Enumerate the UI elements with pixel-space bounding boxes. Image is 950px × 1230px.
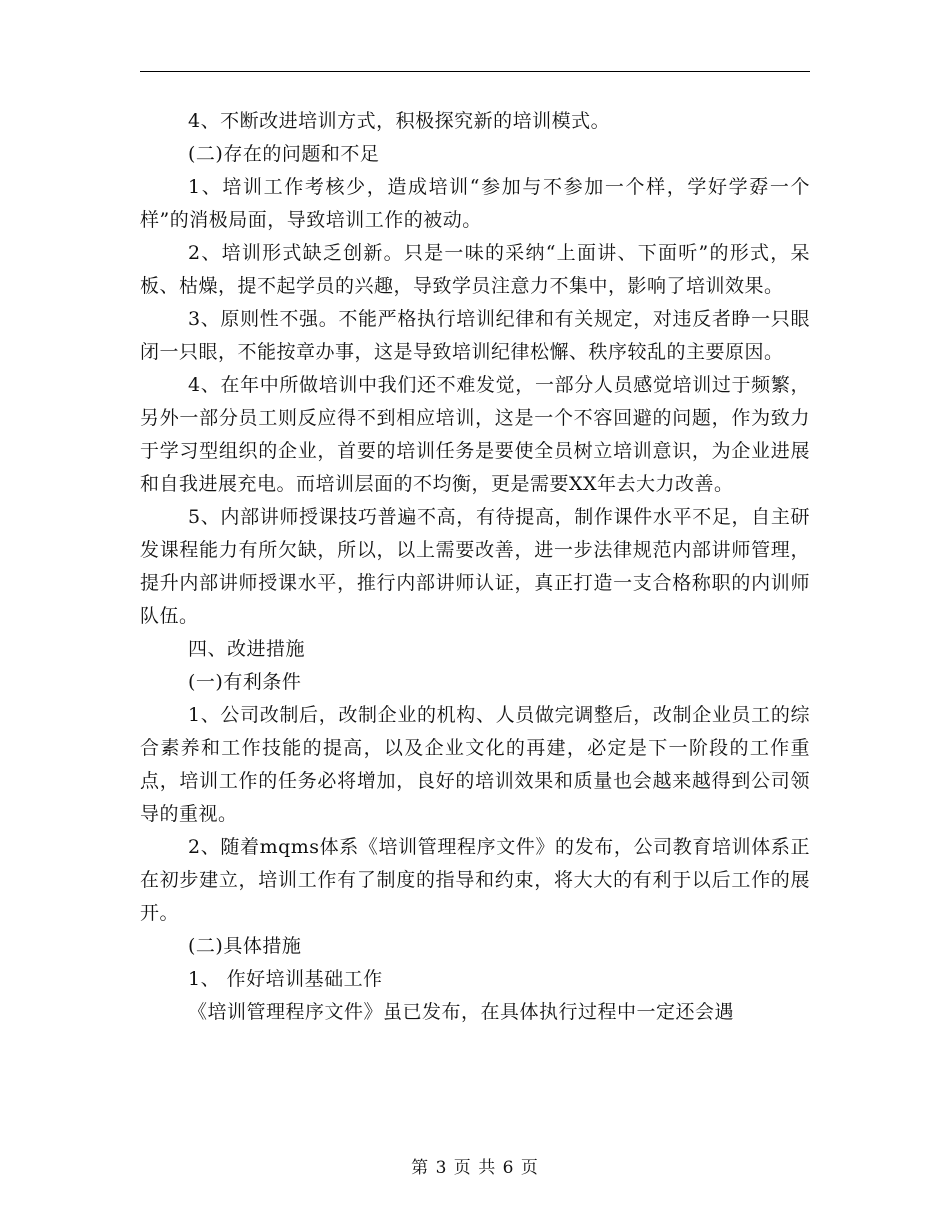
paragraph-1: 4、不断改进培训方式，积极探究新的培训模式。 — [188, 110, 611, 132]
section-heading-improvements: 四、改进措施 — [188, 638, 306, 660]
subsection-heading-favorable: (一)有利条件 — [188, 671, 302, 693]
item-heading-basic-work: 1、 作好培训基础工作 — [188, 968, 383, 990]
paragraph-11: 2、随着mqms体系《培训管理程序文件》的发布，公司教育培训体系正在初步建立，培训工作有了制度的指导和约束，将大大的有利于以后工作的展开。 — [140, 836, 810, 924]
section-heading-problems: (二)存在的问题和不足 — [188, 143, 380, 165]
paragraph-7: 5、内部讲师授课技巧普遍不高，有待提高，制作课件水平不足，自主研发课程能力有所欠缺，所以，以上需要改善，进一步法律规范内部讲师管理，提升内部讲师授课水平，推行内部讲师认证，真正打造一支合格称职的内训师队伍。 — [140, 506, 810, 627]
paragraph-10: 1、公司改制后，改制企业的机构、人员做完调整后，改制企业员工的综合素养和工作技能的提高，以及企业文化的再建，必定是下一阶段的工作重点，培训工作的任务必将增加，良好的培训效果和质量也会越来越得到公司领导的重视。 — [140, 704, 810, 825]
paragraph-5: 3、原则性不强。不能严格执行培训纪律和有关规定，对违反者睁一只眼闭一只眼，不能按章办事，这是导致培训纪律松懈、秩序较乱的主要原因。 — [140, 308, 810, 363]
paragraph-14: 《培训管理程序文件》虽已发布，在具体执行过程中一定还会遇 — [188, 1001, 735, 1023]
header-rule — [140, 71, 810, 72]
paragraph-3: 1、培训工作考核少，造成培训“参加与不参加一个样，学好学孬一个样”的消极局面，导致培训工作的被动。 — [140, 176, 810, 231]
paragraph-4: 2、培训形式缺乏创新。只是一味的采纳“上面讲、下面听”的形式，呆板、枯燥，提不起学员的兴趣，导致学员注意力不集中，影响了培训效果。 — [140, 242, 810, 297]
subsection-heading-measures: (二)具体措施 — [188, 935, 302, 957]
document-body — [140, 105, 810, 1029]
paragraph-6: 4、在年中所做培训中我们还不难发觉，一部分人员感觉培训过于频繁，另外一部分员工则反应得不到相应培训，这是一个不容回避的问题，作为致力于学习型组织的企业，首要的培训任务是要使全员树立培训意识，为企业进展和自我进展充电。而培训层面的不均衡，更是需要XX年去大力改善。 — [140, 374, 810, 495]
page-number: 第 3 页 共 6 页 — [411, 1158, 539, 1178]
